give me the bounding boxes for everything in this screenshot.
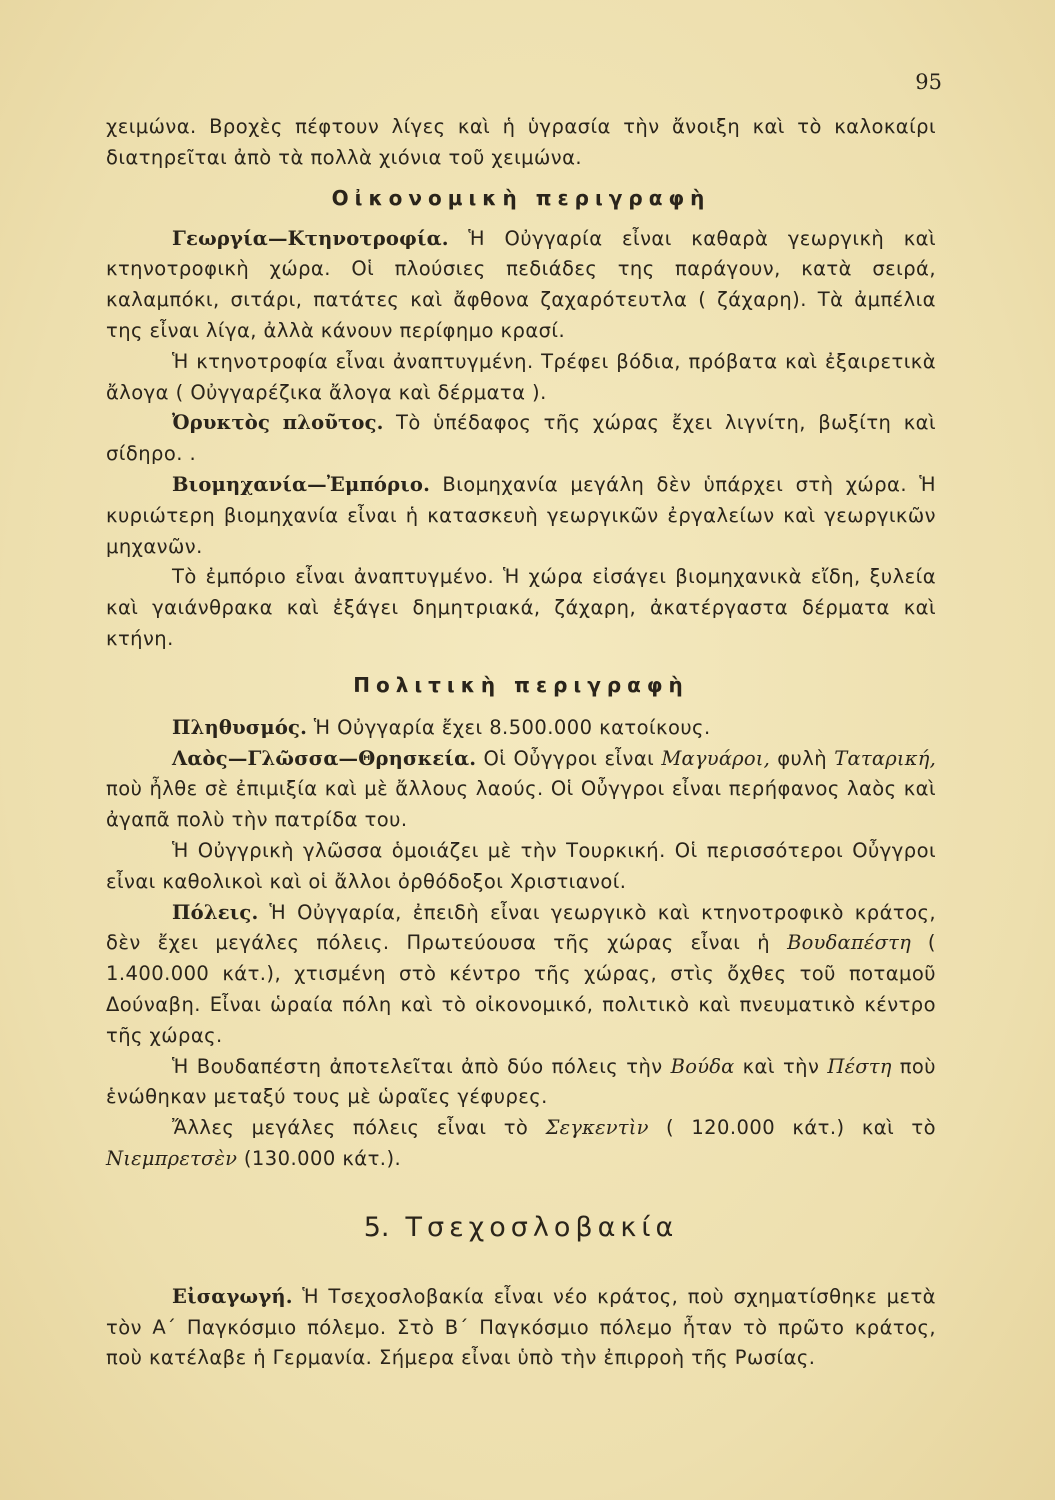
paragraph-climate: χειμώνα. Βροχὲς πέφτουν λίγες καὶ ἡ ὑγρασία τὴν ἄνοιξη καὶ τὸ καλοκαίρι διατηρεῖται ἀπὸ τὰ πολλὰ χιόνια τοῦ χειμώνα.	[106, 115, 936, 169]
italic-tatar: Ταταρική,	[834, 746, 936, 770]
heading-political: Πολιτικὴ περιγραφὴ	[353, 672, 689, 697]
heading-economic: Οἰκονομικὴ περιγραφὴ	[331, 185, 711, 210]
page-number: 95	[915, 70, 942, 94]
text-cities-b: ( 1.400.000 κάτ.), χτισμένη στὸ κέντρο τῆς χώρας, στὶς ὄχθες τοῦ ποταμοῦ Δούναβη. Εἶναι ὡραία πόλη καὶ τὸ οἰκονομικό, πολιτικὸ καὶ πνευματικὸ κέντρο τῆς χώρας.	[106, 931, 936, 1047]
text-other-b: ( 120.000 κάτ.) καὶ τὸ	[648, 1116, 936, 1140]
paragraph-livestock: Ἡ κτηνοτροφία εἶναι ἀναπτυγμένη. Τρέφει βόδια, πρόβατα καὶ ἐξαιρετικὰ ἄλογα ( Οὐγγαρέζικα ἄλογα καὶ δέρματα ).	[106, 349, 936, 404]
italic-debrecen: Νιεμπρετσὲν	[106, 1146, 238, 1170]
paragraph-people	[106, 744, 936, 836]
text-people-c: ποὺ ἦλθε σὲ ἐπιμιξία καὶ μὲ ἄλλους λαούς. Οἱ Οὖγγροι εἶναι περήφανος λαὸς καὶ ἀγαπᾶ πολὺ τὴν πατρίδα του.	[106, 777, 936, 832]
text-budapest-c: ποὺ ἑνώθηκαν μεταξύ τους μὲ ὡραῖες γέφυρες.	[106, 1054, 936, 1109]
lead-introduction: Εἰσαγωγή.	[172, 1284, 293, 1308]
italic-buda: Βούδα	[670, 1054, 735, 1078]
lead-minerals: Ὀρυκτὸς πλοῦτος.	[172, 411, 384, 435]
text-other-a: Ἄλλες μεγάλες πόλεις εἶναι τὸ	[172, 1116, 546, 1140]
paragraph-budapest	[106, 1052, 936, 1114]
italic-szeged: Σεγκεντὶν	[545, 1116, 649, 1140]
paragraph-industry	[106, 470, 936, 562]
text-industry: Βιομηχανία μεγάλη δὲν ὑπάρχει στὴ χώρα. Ἡ κυριώτερη βιομηχανία εἶναι ἡ κατασκευὴ γεωργικῶν ἐργαλείων καὶ γεωργικῶν μηχανῶν.	[106, 472, 936, 558]
text-people-a: Οἱ Οὖγγροι εἶναι	[476, 746, 662, 770]
italic-budapest: Βουδαπέστη	[787, 931, 911, 955]
text-budapest-a: Ἡ Βουδαπέστη ἀποτελεῖται ἀπὸ δύο πόλεις τὴν	[172, 1054, 671, 1078]
text-agriculture: Ἡ Οὐγγαρία εἶναι καθαρὰ γεωργικὴ καὶ κτηνοτροφικὴ χώρα. Οἱ πλούσιες πεδιάδες της παράγουν, κατὰ σειρά, καλαμπόκι, σιτάρι, πατάτες καὶ ἄφθονα ζαχαρότευτλα ( ζάχαρη). Τὰ ἀμπέλια της εἶναι λίγα, ἀλλὰ κάνουν περίφημο κρασί.	[106, 226, 936, 342]
text-cities-a: Ἡ Οὐγγαρία, ἐπειδὴ εἶναι γεωργικὸ καὶ κτηνοτροφικὸ κράτος, δὲν ἔχει μεγάλες πόλεις. Πρωτεύουσα τῆς χώρας εἶναι ἡ	[106, 900, 936, 955]
text-budapest-b: καὶ τὴν	[734, 1054, 828, 1078]
paragraph-trade: Τὸ ἐμπόριο εἶναι ἀναπτυγμένο. Ἡ χώρα εἰσάγει βιομηχανικὰ εἴδη, ξυλεία καὶ γαιάνθρακα καὶ ἐξάγει δημητριακά, ζάχαρη, ἀκατέργαστα δέρματα καὶ κτήνη.	[106, 565, 936, 650]
text-introduction: Ἡ Τσεχοσλοβακία εἶναι νέο κράτος, ποὺ σχηματίσθηκε μετὰ τὸν Α΄ Παγκόσμιο πόλεμο. Στὸ Β΄ Παγκόσμιο πόλεμο ἦταν τὸ πρῶτο κράτος, ποὺ κατέλαβε ἡ Γερμανία. Σήμερα εἶναι ὑπὸ τὴν ἐπιρροὴ τῆς Ρωσίας.	[106, 1284, 936, 1370]
italic-pest: Πέστη	[827, 1054, 892, 1078]
paragraph-other-cities	[106, 1113, 936, 1175]
lead-people: Λαὸς—Γλῶσσα—Θρησκεία.	[172, 746, 477, 770]
text-population: Ἡ Οὐγγαρία ἔχει 8.500.000 κατοίκους.	[307, 715, 711, 739]
paragraph-minerals	[106, 408, 936, 470]
text-people-b: φυλὴ	[770, 746, 835, 770]
lead-cities: Πόλεις.	[172, 900, 259, 924]
lead-population: Πληθυσμός.	[172, 715, 308, 739]
text-other-c: (130.000 κάτ.).	[237, 1146, 402, 1170]
paragraph-agriculture	[106, 224, 936, 347]
paragraph-population	[106, 713, 936, 744]
italic-magyars: Μαγυάροι,	[661, 746, 771, 770]
lead-industry: Βιομηχανία—Ἐμπόριο.	[172, 472, 431, 496]
paragraph-cities	[106, 898, 936, 1052]
chapter-number: 5.	[363, 1211, 390, 1243]
paragraph-introduction	[106, 1282, 936, 1374]
text-column	[106, 112, 936, 1374]
lead-agriculture: Γεωργία—Κτηνοτροφία.	[172, 226, 449, 250]
chapter-heading	[106, 1211, 936, 1245]
text-minerals: Τὸ ὑπέδαφος τῆς χώρας ἔχει λιγνίτη, βωξίτη καὶ σίδηρο. .	[106, 411, 936, 466]
chapter-title: Τσεχοσλοβακία	[405, 1211, 679, 1243]
paragraph-language: Ἡ Οὐγγρικὴ γλῶσσα ὁμοιάζει μὲ τὴν Τουρκική. Οἱ περισσότεροι Οὖγγροι εἶναι καθολικοὶ καὶ οἱ ἄλλοι ὀρθόδοξοι Χριστιανοί.	[106, 838, 936, 893]
